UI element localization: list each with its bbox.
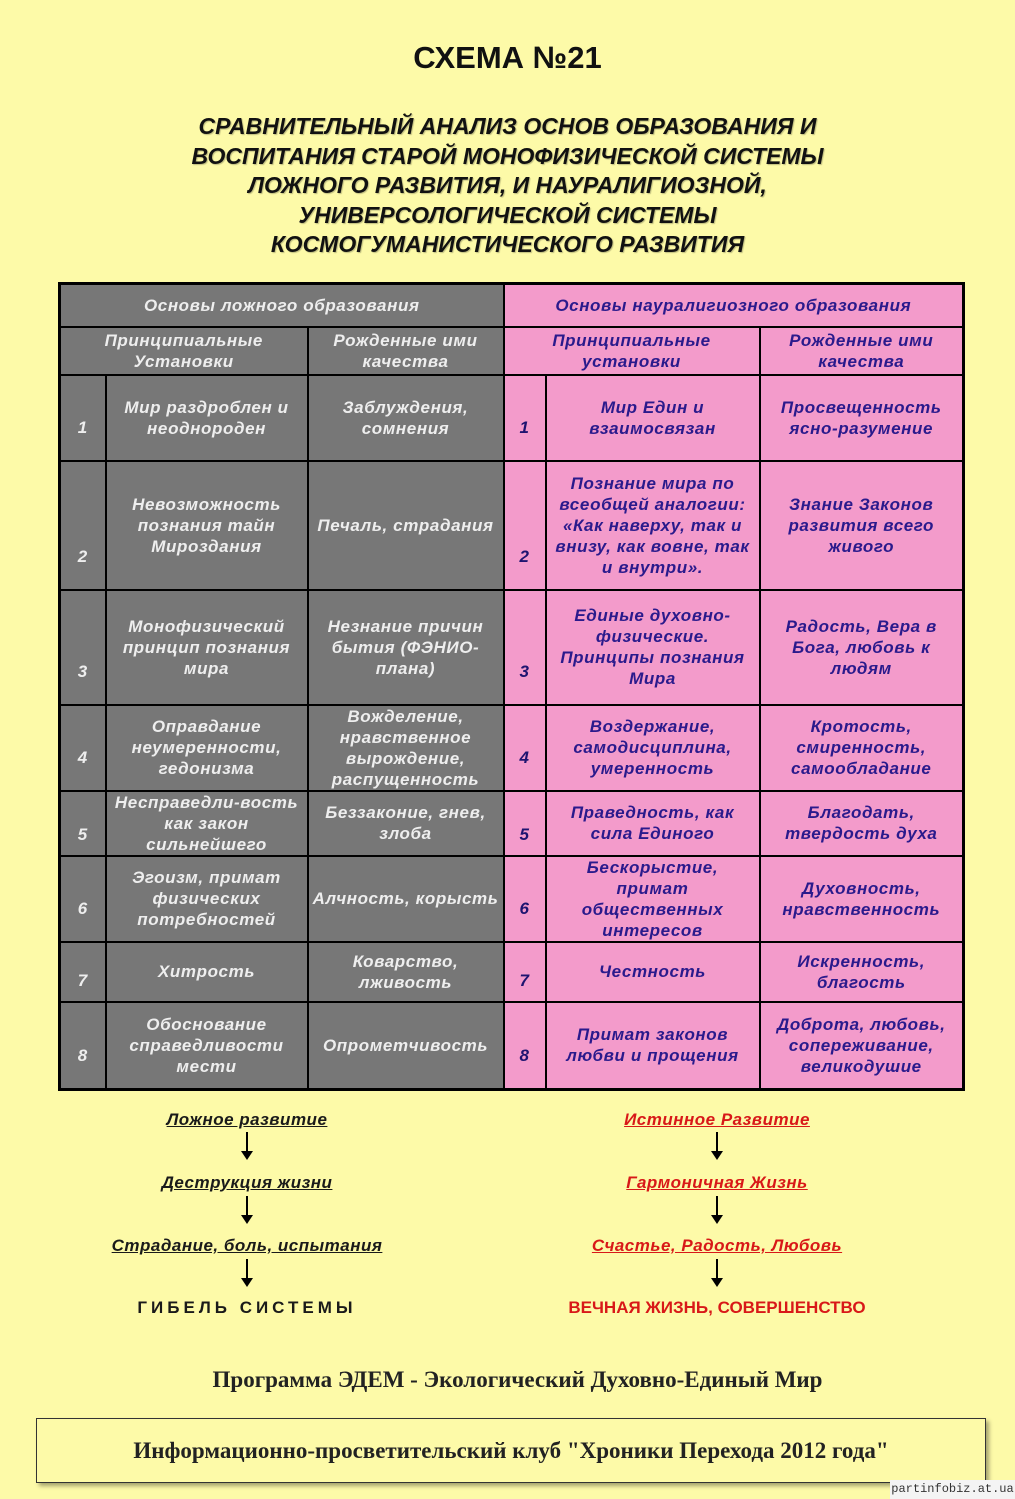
row-number: 2: [60, 461, 106, 590]
arrow-down-icon: [716, 1132, 718, 1158]
row-number: 7: [60, 942, 106, 1002]
flow-step: Ложное развитие: [166, 1110, 328, 1129]
row-number: 3: [60, 590, 106, 705]
row-number: 4: [60, 705, 106, 791]
flow-result: ВЕЧНАЯ ЖИЗНЬ, СОВЕРШЕНСТВО: [568, 1298, 866, 1317]
row-number: 8: [60, 1002, 106, 1090]
true-quality-cell: Радость, Вера в Бога, любовь к людям: [760, 590, 964, 705]
flow-step: Счастье, Радость, Любовь: [591, 1236, 843, 1255]
false-principles-header: Принципиальные Установки: [60, 327, 308, 375]
false-quality-cell: Коварство, лживость: [308, 942, 504, 1002]
false-principle-cell: Мир раздроблен и неоднороден: [106, 375, 308, 461]
true-principle-cell: Примат законов любви и прощения: [546, 1002, 760, 1090]
table-row: [60, 461, 964, 590]
page-title: СХЕМА №21: [413, 40, 602, 75]
table-row: [60, 375, 964, 461]
row-number: 2: [504, 461, 546, 590]
true-quality-cell: Кротость, смиренность, самообладание: [760, 705, 964, 791]
false-principle-cell: Обоснование справедливости мести: [106, 1002, 308, 1090]
table-row: [60, 942, 964, 1002]
false-quality-cell: Беззаконие, гнев, злоба: [308, 791, 504, 856]
false-quality-cell: Незнание причин бытия (ФЭНИО-плана): [308, 590, 504, 705]
false-principle-cell: Невозможность познания тайн Мироздания: [106, 461, 308, 590]
true-principle-cell: Единые духовно-физические. Принципы познания Мира: [546, 590, 760, 705]
true-quality-cell: Доброта, любовь, сопереживание, великодушие: [760, 1002, 964, 1090]
flow-step: Гармоничная Жизнь: [626, 1173, 808, 1192]
footer-text: Информационно-просветительский клуб "Хроники Перехода 2012 года": [133, 1438, 889, 1463]
false-quality-cell: Вожделение, нравственное вырождение, распущенность: [308, 705, 504, 791]
arrow-down-icon: [246, 1259, 248, 1285]
flow-step: Деструкция жизни: [161, 1173, 333, 1192]
footer-box: [36, 1418, 986, 1483]
subtitle-line: КОСМОГУМАНИСТИЧЕСКОГО РАЗВИТИЯ: [270, 231, 745, 257]
false-quality-cell: Алчность, корысть: [308, 856, 504, 942]
subtitle-line: УНИВЕРСОЛОГИЧЕСКОЙ СИСТЕМЫ: [298, 201, 717, 228]
true-quality-cell: Просвещенность ясно-разумение: [760, 375, 964, 461]
true-principle-cell: Воздержание, самодисциплина, умеренность: [546, 705, 760, 791]
true-education-header: Основы науралигиозного образования: [504, 284, 964, 327]
row-number: 6: [60, 856, 106, 942]
arrow-down-icon: [246, 1196, 248, 1222]
row-number: 1: [60, 375, 106, 461]
arrow-down-icon: [716, 1196, 718, 1222]
table-row: [60, 856, 964, 942]
subtitle-line: ЛОЖНОГО РАЗВИТИЯ, И НАУРАЛИГИОЗНОЙ,: [248, 172, 767, 198]
true-principles-header: Принципиальные установки: [504, 327, 760, 375]
true-quality-cell: Искренность, благость: [760, 942, 964, 1002]
arrow-down-icon: [716, 1259, 718, 1285]
flow-result: ГИБЕЛЬ СИСТЕМЫ: [137, 1298, 357, 1317]
false-principle-cell: Монофизический принцип познания мира: [106, 590, 308, 705]
false-principle-cell: Оправдание неумеренности, гедонизма: [106, 705, 308, 791]
table-row: [60, 791, 964, 856]
false-principle-cell: Эгоизм, примат физических потребностей: [106, 856, 308, 942]
flow-step: Истинное Развитие: [624, 1110, 810, 1129]
subtitle: [60, 112, 955, 260]
true-principle-cell: Праведность, как сила Единого: [546, 791, 760, 856]
false-qualities-header: Рожденные ими качества: [308, 327, 504, 375]
false-quality-cell: Опрометчивость: [308, 1002, 504, 1090]
row-number: 4: [504, 705, 546, 791]
true-quality-cell: Знание Законов развития всего живого: [760, 461, 964, 590]
false-quality-cell: Заблуждения, сомнения: [308, 375, 504, 461]
true-quality-cell: Духовность, нравственность: [760, 856, 964, 942]
program-name: Программа ЭДЕМ - Экологический Духовно-Единый Мир: [212, 1367, 823, 1392]
true-principle-cell: Познание мира по всеобщей аналогии: «Как наверху, так и внизу, как вовне, так и внутри».: [546, 461, 760, 590]
row-number: 8: [504, 1002, 546, 1090]
row-number: 6: [504, 856, 546, 942]
false-quality-cell: Печаль, страдания: [308, 461, 504, 590]
true-quality-cell: Благодать, твердость духа: [760, 791, 964, 856]
subtitle-line: ВОСПИТАНИЯ СТАРОЙ МОНОФИЗИЧЕСКОЙ СИСТЕМЫ: [191, 142, 824, 169]
table-row: [60, 1002, 964, 1090]
row-number: 7: [504, 942, 546, 1002]
watermark: partinfobiz.at.ua: [890, 1480, 1015, 1499]
true-principle-cell: Честность: [546, 942, 760, 1002]
flow-step: Страдание, боль, испытания: [111, 1236, 383, 1255]
table-row: [60, 705, 964, 791]
true-principle-cell: Бескорыстие, примат общественных интересов: [546, 856, 760, 942]
row-number: 3: [504, 590, 546, 705]
true-principle-cell: Мир Един и взаимосвязан: [546, 375, 760, 461]
table-row: [60, 590, 964, 705]
true-qualities-header: Рожденные ими качества: [760, 327, 964, 375]
comparison-table: [58, 282, 965, 1091]
false-principle-cell: Хитрость: [106, 942, 308, 1002]
false-principle-cell: Несправедли-вость как закон сильнейшего: [106, 791, 308, 856]
subtitle-line: СРАВНИТЕЛЬНЫЙ АНАЛИЗ ОСНОВ ОБРАЗОВАНИЯ И: [198, 113, 817, 139]
row-number: 1: [504, 375, 546, 461]
row-number: 5: [60, 791, 106, 856]
false-education-header: Основы ложного образования: [60, 284, 504, 327]
arrow-down-icon: [246, 1132, 248, 1158]
row-number: 5: [504, 791, 546, 856]
